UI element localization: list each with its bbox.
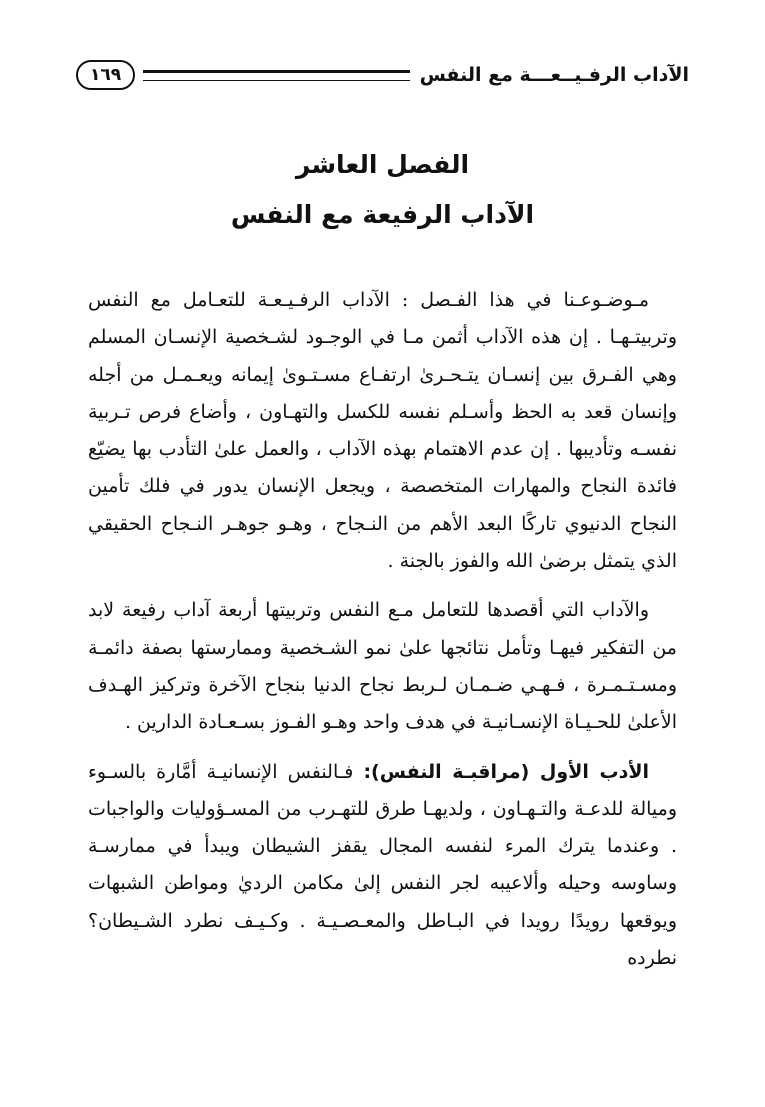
paragraph-2 (88, 592, 677, 741)
paragraph-1-text: مـوضـوعـنا في هذا الفـصل : الآداب الرفـيـعـة للتعـامل مع النفس وتربيتـهـا . إن هذه الآداب أثمن مـا في الوجـود لشـخصية الإنسـان المسلم وهي الفـرق بين إنسـان يتـحـرىٰ ارتفـاع مسـتـوىٰ إيمانه ويعـمـل من أجله وإنسان قعد به الحظ وأسـلم نفسه للكسل والتهـاون ، وأضاع فرص تـربية نفسـه وتأديبها . إن عدم الاهتمام بهذه الآداب ، والعمل علىٰ التأدب بها يضيّع فائدة النجاح والمهارات المتخصصة ، ويجعل الإنسان يدور في فلك تأمين النجاح الدنيوي تاركًا البعد الأهم من النـجاح ، وهـو جوهـر النـجاح الحقيقي الذي يتمثل برضىٰ الله والفوز بالجنة . (88, 289, 677, 573)
body-text (88, 282, 677, 989)
paragraph-3-text: فـالنفس الإنسانيـة أمَّارة بالسـوء وميالة للدعـة والتـهـاون ، ولديهـا طرق للتهـرب من المسـؤوليات والواجبات . وعندما يترك المرء لنفسه المجال يقفز الشيطان ويبدأ في ممارسـة وساوسه وحيله وألاعيبه لجر النفس إلىٰ مكامن الرديٰ ومواطن الشبهات ويوقعها رويدًا رويدا في البـاطل والمعـصـيـة . وكـيـف نطرد الشـيطان؟ نطرده (88, 760, 677, 970)
running-header (76, 58, 689, 92)
paragraph-3-lead: الأدب الأول (مراقبـة النفس): (363, 760, 649, 783)
paragraph-1 (88, 282, 677, 580)
paragraph-2-text: والآداب التي أقصدها للتعامل مـع النفس وتربيتها أربعة آداب رفيعة لابد من التفكير فيهـا وتأمل نتائجها علىٰ نمو الشـخصية وممارستها بصفة دائمـة ومسـتـمـرة ، فـهـي ضـمـان لـربط نجاح الدنيا بنجاح الآخرة وتركيز الهـدف الأعلىٰ للحـيـاة الإنسـانيـة في هدف واحد وهـو الفـوز بسـعـادة الدارين . (88, 599, 677, 734)
paragraph-3 (88, 754, 677, 978)
page-number: ١٦٩ (76, 60, 135, 90)
chapter-label: الفصل العاشر (295, 150, 470, 179)
header-rule (143, 70, 409, 81)
running-header-title: الآداب الرفـيــعـــة مع النفس (419, 64, 689, 86)
chapter-title: الآداب الرفيعة مع النفس (230, 200, 535, 229)
